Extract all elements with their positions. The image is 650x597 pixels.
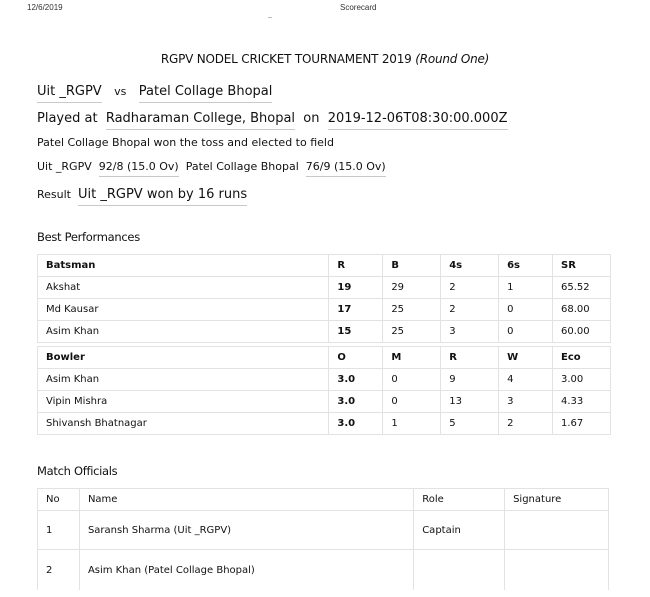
team2-label: Patel Collage Bhopal bbox=[185, 160, 299, 173]
strike-rate: 65.52 bbox=[553, 277, 611, 299]
runs-conceded: 5 bbox=[441, 413, 499, 435]
team2-score: 76/9 (15.0 Ov) bbox=[306, 160, 386, 177]
official-name: Asim Khan (Patel Collage Bhopal) bbox=[79, 550, 413, 591]
economy: 3.00 bbox=[553, 369, 611, 391]
fours: 2 bbox=[441, 299, 499, 321]
team2-name: Patel Collage Bhopal bbox=[139, 84, 273, 103]
venue: Radharaman College, Bhopal bbox=[106, 111, 295, 130]
team1-label: Uit _RGPV bbox=[37, 160, 92, 173]
col-no: No bbox=[38, 489, 80, 511]
batsman-name: Akshat bbox=[38, 277, 329, 299]
overs: 3.0 bbox=[329, 369, 383, 391]
maidens: 0 bbox=[383, 391, 441, 413]
match-officials-table bbox=[37, 488, 609, 590]
overs: 3.0 bbox=[329, 413, 383, 435]
balls: 29 bbox=[383, 277, 441, 299]
played-at-label: Played at bbox=[37, 111, 98, 126]
vs-label: vs bbox=[114, 85, 127, 98]
best-performances-table bbox=[37, 254, 611, 435]
strike-rate: 60.00 bbox=[553, 321, 611, 343]
team1-name: Uit _RGPV bbox=[37, 84, 102, 103]
fours: 2 bbox=[441, 277, 499, 299]
col-wickets: W bbox=[499, 347, 553, 369]
col-signature: Signature bbox=[505, 489, 609, 511]
wickets: 4 bbox=[499, 369, 553, 391]
table-row bbox=[38, 511, 609, 550]
runs: 15 bbox=[329, 321, 383, 343]
overs: 3.0 bbox=[329, 391, 383, 413]
runs-conceded: 9 bbox=[441, 369, 499, 391]
table-row bbox=[38, 391, 611, 413]
official-signature bbox=[505, 550, 609, 591]
runs-conceded: 13 bbox=[441, 391, 499, 413]
col-bowler: Bowler bbox=[38, 347, 329, 369]
runs: 19 bbox=[329, 277, 383, 299]
print-page-title: Scorecard bbox=[340, 3, 377, 12]
venue-line bbox=[37, 111, 508, 130]
score-line bbox=[37, 160, 386, 177]
on-label: on bbox=[303, 111, 320, 126]
official-signature bbox=[505, 511, 609, 550]
tournament-title bbox=[0, 52, 650, 66]
official-role bbox=[414, 550, 505, 591]
batsman-name: Md Kausar bbox=[38, 299, 329, 321]
wickets: 3 bbox=[499, 391, 553, 413]
tournament-round: (Round One) bbox=[415, 52, 490, 66]
match-datetime: 2019-12-06T08:30:00.000Z bbox=[328, 111, 508, 130]
table-row bbox=[38, 299, 611, 321]
table-row bbox=[38, 321, 611, 343]
col-runs-conceded: R bbox=[441, 347, 499, 369]
bowler-name: Shivansh Bhatnagar bbox=[38, 413, 329, 435]
sixes: 1 bbox=[499, 277, 553, 299]
col-name: Name bbox=[79, 489, 413, 511]
official-no: 2 bbox=[38, 550, 80, 591]
match-officials-heading: Match Officials bbox=[37, 464, 118, 478]
table-row bbox=[38, 550, 609, 591]
col-runs: R bbox=[329, 255, 383, 277]
col-sixes: 6s bbox=[499, 255, 553, 277]
economy: 1.67 bbox=[553, 413, 611, 435]
best-performances-heading: Best Performances bbox=[37, 230, 140, 244]
maidens: 1 bbox=[383, 413, 441, 435]
result-label: Result bbox=[37, 188, 71, 201]
sixes: 0 bbox=[499, 299, 553, 321]
maidens: 0 bbox=[383, 369, 441, 391]
bowler-name: Asim Khan bbox=[38, 369, 329, 391]
runs: 17 bbox=[329, 299, 383, 321]
bowling-header-row bbox=[38, 347, 611, 369]
balls: 25 bbox=[383, 299, 441, 321]
col-strike-rate: SR bbox=[553, 255, 611, 277]
strike-rate: 68.00 bbox=[553, 299, 611, 321]
result-line bbox=[37, 187, 247, 206]
col-economy: Eco bbox=[553, 347, 611, 369]
table-row bbox=[38, 277, 611, 299]
officials-header-row bbox=[38, 489, 609, 511]
table-row bbox=[38, 413, 611, 435]
batsman-name: Asim Khan bbox=[38, 321, 329, 343]
col-overs: O bbox=[329, 347, 383, 369]
team1-score: 92/8 (15.0 Ov) bbox=[99, 160, 179, 177]
official-name: Saransh Sharma (Uit _RGPV) bbox=[79, 511, 413, 550]
balls: 25 bbox=[383, 321, 441, 343]
official-no: 1 bbox=[38, 511, 80, 550]
result-text: Uit _RGPV won by 16 runs bbox=[78, 187, 247, 206]
economy: 4.33 bbox=[553, 391, 611, 413]
col-balls: B bbox=[383, 255, 441, 277]
col-fours: 4s bbox=[441, 255, 499, 277]
batting-header-row bbox=[38, 255, 611, 277]
fours: 3 bbox=[441, 321, 499, 343]
table-row bbox=[38, 369, 611, 391]
teams-line bbox=[37, 84, 272, 103]
col-batsman: Batsman bbox=[38, 255, 329, 277]
bowler-name: Vipin Mishra bbox=[38, 391, 329, 413]
sixes: 0 bbox=[499, 321, 553, 343]
col-maidens: M bbox=[383, 347, 441, 369]
print-date: 12/6/2019 bbox=[27, 3, 63, 12]
official-role: Captain bbox=[414, 511, 505, 550]
tournament-name: RGPV NODEL CRICKET TOURNAMENT 2019 bbox=[160, 52, 412, 66]
col-role: Role bbox=[414, 489, 505, 511]
toss-text: Patel Collage Bhopal won the toss and elected to field bbox=[37, 136, 334, 149]
divider bbox=[268, 17, 272, 18]
wickets: 2 bbox=[499, 413, 553, 435]
